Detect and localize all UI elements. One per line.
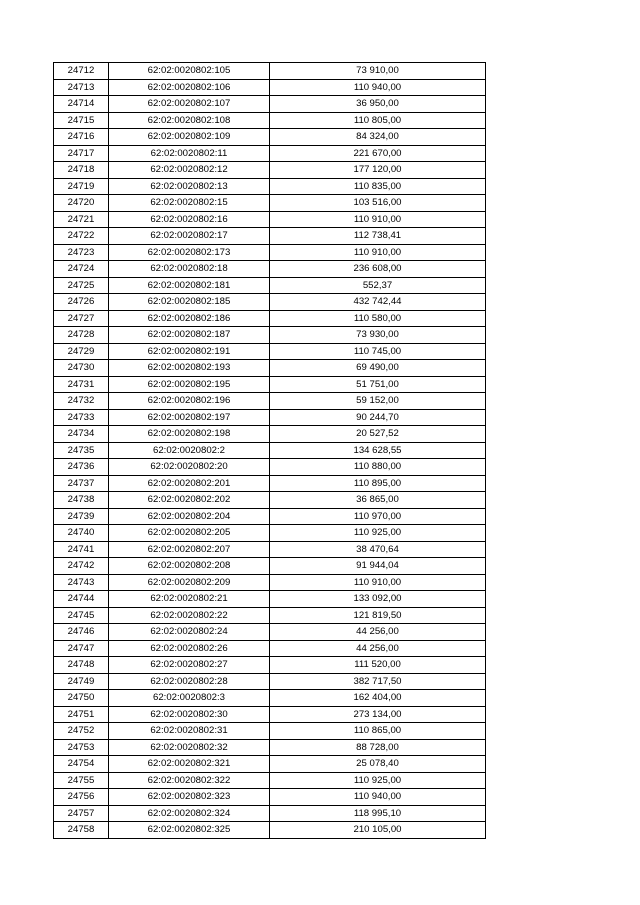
cadastral-number-cell: 62:02:0020802:32 [109,739,270,756]
value-cell: 110 580,00 [270,310,486,327]
table-row [54,822,486,839]
value-cell: 38 470,64 [270,541,486,558]
table-row [54,706,486,723]
cadastral-number-cell: 62:02:0020802:325 [109,822,270,839]
row-number-cell: 24745 [54,607,109,624]
row-number-cell: 24752 [54,723,109,740]
cadastral-number-cell: 62:02:0020802:323 [109,789,270,806]
cadastral-number-cell: 62:02:0020802:107 [109,96,270,113]
value-cell: 110 925,00 [270,772,486,789]
value-cell: 432 742,44 [270,294,486,311]
value-cell: 177 120,00 [270,162,486,179]
table-row [54,574,486,591]
row-number-cell: 24726 [54,294,109,311]
row-number-cell: 24751 [54,706,109,723]
row-number-cell: 24720 [54,195,109,212]
table-row [54,327,486,344]
table-row [54,459,486,476]
row-number-cell: 24740 [54,525,109,542]
table-row [54,772,486,789]
cadastral-number-cell: 62:02:0020802:17 [109,228,270,245]
row-number-cell: 24749 [54,673,109,690]
value-cell: 133 092,00 [270,591,486,608]
value-cell: 110 970,00 [270,508,486,525]
value-cell: 110 865,00 [270,723,486,740]
table-row [54,145,486,162]
row-number-cell: 24741 [54,541,109,558]
value-cell: 36 950,00 [270,96,486,113]
table-row [54,607,486,624]
cadastral-number-cell: 62:02:0020802:173 [109,244,270,261]
value-cell: 73 910,00 [270,63,486,80]
table-row [54,442,486,459]
value-cell: 236 608,00 [270,261,486,278]
value-cell: 36 865,00 [270,492,486,509]
row-number-cell: 24738 [54,492,109,509]
row-number-cell: 24731 [54,376,109,393]
value-cell: 273 134,00 [270,706,486,723]
value-cell: 110 805,00 [270,112,486,129]
value-cell: 73 930,00 [270,327,486,344]
table-row [54,541,486,558]
row-number-cell: 24742 [54,558,109,575]
row-number-cell: 24758 [54,822,109,839]
table-row [54,244,486,261]
cadastral-number-cell: 62:02:0020802:191 [109,343,270,360]
table-row [54,79,486,96]
table-row [54,426,486,443]
row-number-cell: 24727 [54,310,109,327]
row-number-cell: 24722 [54,228,109,245]
cadastral-number-cell: 62:02:0020802:195 [109,376,270,393]
cadastral-number-cell: 62:02:0020802:11 [109,145,270,162]
table-row [54,178,486,195]
cadastral-number-cell: 62:02:0020802:321 [109,756,270,773]
table-row [54,508,486,525]
value-cell: 110 835,00 [270,178,486,195]
table-row [54,805,486,822]
value-cell: 51 751,00 [270,376,486,393]
row-number-cell: 24739 [54,508,109,525]
table-row [54,376,486,393]
cadastral-number-cell: 62:02:0020802:105 [109,63,270,80]
value-cell: 110 745,00 [270,343,486,360]
table-row [54,96,486,113]
cadastral-number-cell: 62:02:0020802:205 [109,525,270,542]
row-number-cell: 24712 [54,63,109,80]
cadastral-number-cell: 62:02:0020802:193 [109,360,270,377]
row-number-cell: 24750 [54,690,109,707]
cadastral-number-cell: 62:02:0020802:13 [109,178,270,195]
row-number-cell: 24737 [54,475,109,492]
cadastral-number-cell: 62:02:0020802:12 [109,162,270,179]
value-cell: 103 516,00 [270,195,486,212]
value-cell: 121 819,50 [270,607,486,624]
row-number-cell: 24743 [54,574,109,591]
cadastral-number-cell: 62:02:0020802:31 [109,723,270,740]
row-number-cell: 24755 [54,772,109,789]
table-row [54,640,486,657]
row-number-cell: 24725 [54,277,109,294]
table-row [54,310,486,327]
cadastral-number-cell: 62:02:0020802:207 [109,541,270,558]
row-number-cell: 24736 [54,459,109,476]
cadastral-number-cell: 62:02:0020802:106 [109,79,270,96]
value-cell: 110 925,00 [270,525,486,542]
row-number-cell: 24723 [54,244,109,261]
value-cell: 110 940,00 [270,79,486,96]
value-cell: 91 944,04 [270,558,486,575]
cadastral-number-cell: 62:02:0020802:21 [109,591,270,608]
cadastral-number-cell: 62:02:0020802:26 [109,640,270,657]
row-number-cell: 24744 [54,591,109,608]
row-number-cell: 24730 [54,360,109,377]
row-number-cell: 24756 [54,789,109,806]
row-number-cell: 24732 [54,393,109,410]
row-number-cell: 24721 [54,211,109,228]
table-row [54,63,486,80]
cadastral-number-cell: 62:02:0020802:18 [109,261,270,278]
cadastral-number-cell: 62:02:0020802:197 [109,409,270,426]
cadastral-number-cell: 62:02:0020802:16 [109,211,270,228]
cadastral-number-cell: 62:02:0020802:209 [109,574,270,591]
table-row [54,789,486,806]
cadastral-number-cell: 62:02:0020802:108 [109,112,270,129]
value-cell: 44 256,00 [270,640,486,657]
table-row [54,690,486,707]
value-cell: 110 880,00 [270,459,486,476]
cadastral-number-cell: 62:02:0020802:27 [109,657,270,674]
table-row [54,525,486,542]
cadastral-number-cell: 62:02:0020802:186 [109,310,270,327]
row-number-cell: 24748 [54,657,109,674]
value-cell: 210 105,00 [270,822,486,839]
row-number-cell: 24747 [54,640,109,657]
table-row [54,409,486,426]
value-cell: 69 490,00 [270,360,486,377]
row-number-cell: 24753 [54,739,109,756]
table-row [54,591,486,608]
row-number-cell: 24735 [54,442,109,459]
value-cell: 88 728,00 [270,739,486,756]
cadastral-number-cell: 62:02:0020802:196 [109,393,270,410]
value-cell: 110 895,00 [270,475,486,492]
value-cell: 162 404,00 [270,690,486,707]
value-cell: 90 244,70 [270,409,486,426]
row-number-cell: 24714 [54,96,109,113]
value-cell: 110 910,00 [270,211,486,228]
cadastral-number-cell: 62:02:0020802:204 [109,508,270,525]
table-row [54,624,486,641]
cadastral-number-cell: 62:02:0020802:3 [109,690,270,707]
table-row [54,657,486,674]
cadastral-number-cell: 62:02:0020802:185 [109,294,270,311]
table-row [54,393,486,410]
cadastral-number-cell: 62:02:0020802:208 [109,558,270,575]
value-cell: 118 995,10 [270,805,486,822]
cadastral-number-cell: 62:02:0020802:30 [109,706,270,723]
cadastral-number-cell: 62:02:0020802:202 [109,492,270,509]
value-cell: 111 520,00 [270,657,486,674]
table-body [54,63,486,839]
table-row [54,343,486,360]
table-row [54,492,486,509]
table-row [54,558,486,575]
table-row [54,475,486,492]
table-row [54,756,486,773]
value-cell: 110 940,00 [270,789,486,806]
value-cell: 134 628,55 [270,442,486,459]
row-number-cell: 24754 [54,756,109,773]
row-number-cell: 24717 [54,145,109,162]
cadastral-number-cell: 62:02:0020802:24 [109,624,270,641]
row-number-cell: 24728 [54,327,109,344]
cadastral-number-cell: 62:02:0020802:181 [109,277,270,294]
value-cell: 59 152,00 [270,393,486,410]
value-cell: 20 527,52 [270,426,486,443]
row-number-cell: 24719 [54,178,109,195]
data-table [53,62,486,839]
row-number-cell: 24716 [54,129,109,146]
row-number-cell: 24757 [54,805,109,822]
row-number-cell: 24746 [54,624,109,641]
cadastral-number-cell: 62:02:0020802:2 [109,442,270,459]
cadastral-number-cell: 62:02:0020802:22 [109,607,270,624]
table-row [54,277,486,294]
cadastral-number-cell: 62:02:0020802:20 [109,459,270,476]
value-cell: 382 717,50 [270,673,486,690]
row-number-cell: 24724 [54,261,109,278]
cadastral-number-cell: 62:02:0020802:109 [109,129,270,146]
table-row [54,673,486,690]
value-cell: 84 324,00 [270,129,486,146]
value-cell: 44 256,00 [270,624,486,641]
row-number-cell: 24734 [54,426,109,443]
table-row [54,261,486,278]
cadastral-number-cell: 62:02:0020802:322 [109,772,270,789]
row-number-cell: 24715 [54,112,109,129]
cadastral-number-cell: 62:02:0020802:324 [109,805,270,822]
table-row [54,112,486,129]
value-cell: 25 078,40 [270,756,486,773]
table-row [54,195,486,212]
value-cell: 110 910,00 [270,244,486,261]
value-cell: 112 738,41 [270,228,486,245]
value-cell: 221 670,00 [270,145,486,162]
table-row [54,360,486,377]
table-row [54,129,486,146]
value-cell: 552,37 [270,277,486,294]
table-row [54,739,486,756]
cadastral-number-cell: 62:02:0020802:28 [109,673,270,690]
table-row [54,211,486,228]
cadastral-number-cell: 62:02:0020802:187 [109,327,270,344]
table-row [54,294,486,311]
cadastral-number-cell: 62:02:0020802:201 [109,475,270,492]
table-row [54,162,486,179]
value-cell: 110 910,00 [270,574,486,591]
row-number-cell: 24718 [54,162,109,179]
cadastral-number-cell: 62:02:0020802:198 [109,426,270,443]
cadastral-number-cell: 62:02:0020802:15 [109,195,270,212]
table-row [54,723,486,740]
row-number-cell: 24733 [54,409,109,426]
row-number-cell: 24729 [54,343,109,360]
row-number-cell: 24713 [54,79,109,96]
table-row [54,228,486,245]
